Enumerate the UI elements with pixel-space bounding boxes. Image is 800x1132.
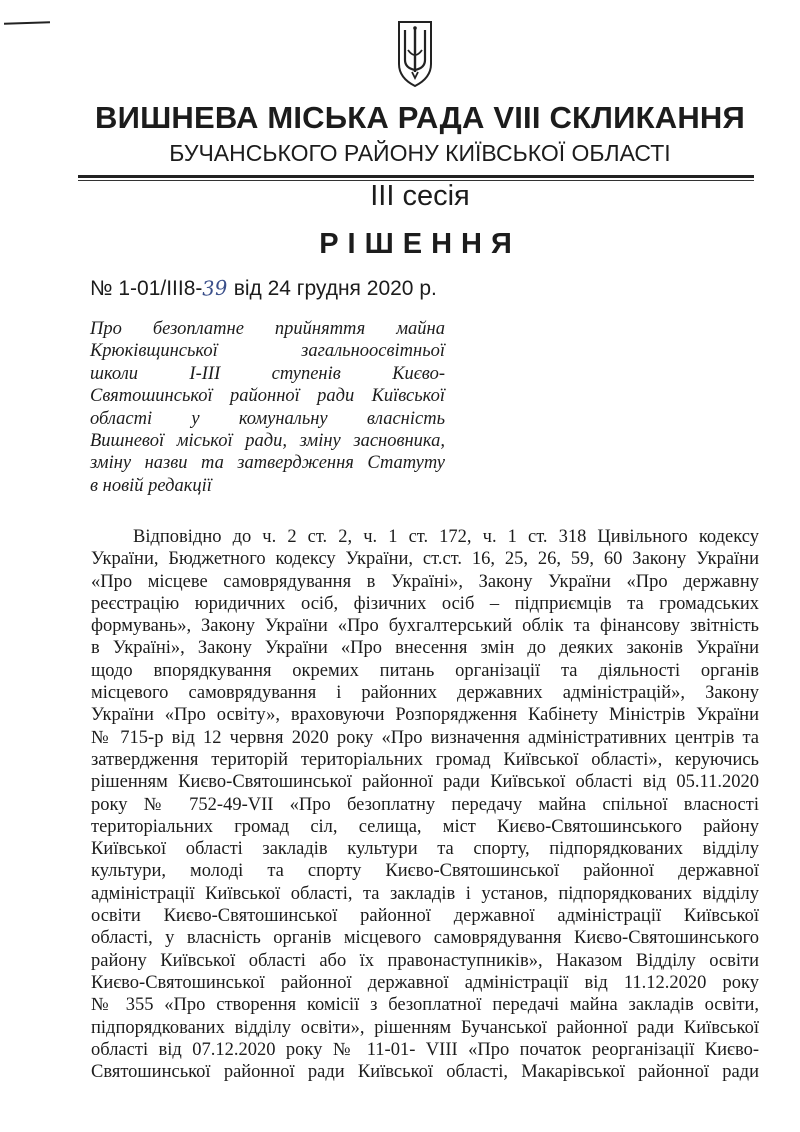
body-line: Київської області закладів культури та спорту, підпорядкованих відділу [91, 839, 759, 860]
session-label: ІІІ сесія [370, 180, 470, 212]
subject-line: Про безоплатне прийняття майна [90, 319, 445, 339]
body-line: Святошинської районної ради Київської області, Макарівської районної ради [91, 1062, 759, 1083]
body-line: «Про місцеве самоврядування в Україні», Закону України «Про державну [91, 571, 759, 592]
number-date: від 24 грудня 2020 р. [233, 277, 437, 300]
body-line: Відповідно до ч. 2 ст. 2, ч. 1 ст. 172, ч. 1 ст. 318 Цивільного кодексу [133, 527, 759, 547]
body-text [91, 526, 759, 1083]
number-prefix: № 1-01/III8- [90, 277, 203, 300]
body-line: області від 07.12.2020 року № 11-01- VIII «Про початок реорганізації Києво- [91, 1039, 759, 1060]
body-line: області, у власність органів місцевого самоврядування Києво-Святошинського [91, 928, 759, 949]
body-line: Києво-Святошинської районної державної адміністрації від 11.12.2020 року [91, 972, 759, 993]
body-line: України, Бюджетного кодексу України, ст.ст. 16, 25, 26, 59, 60 Закону України [91, 549, 759, 570]
pen-mark [4, 21, 50, 25]
document-type-title: РІШЕННЯ [319, 228, 521, 260]
subject-line: області у комунальну власність [90, 408, 445, 429]
subject-line: зміну назви та затвердження Статуту [90, 453, 445, 474]
body-line: місцевого самоврядування і районних державних адміністрацій», Закону [91, 683, 759, 704]
header-divider [78, 175, 754, 178]
body-line: адміністрації Київської області, та закладів і установ, підпорядкованих відділу [91, 883, 759, 904]
decision-subject [90, 318, 445, 497]
district-subtitle: БУЧАНСЬКОГО РАЙОНУ КИЇВСЬКОЇ ОБЛАСТІ [169, 140, 671, 166]
council-title: ВИШНЕВА МІСЬКА РАДА VIII СКЛИКАННЯ [95, 100, 745, 135]
subject-line: Вишневої міської ради, зміну засновника, [90, 431, 445, 452]
body-line: № 355 «Про створення комісії з безоплатної передачі майна закладів освіти, [91, 995, 759, 1016]
subject-line: школи І-ІІІ ступенів Києво- [90, 363, 445, 384]
body-line: рішенням Києво-Святошинської районної ради Київської області від 05.11.2020 [91, 772, 759, 793]
body-line: в Україні», Закону України «Про внесення змін до деяких законів України [91, 638, 759, 659]
body-line: освіти Києво-Святошинської районної державної адміністрації Київської [91, 906, 759, 927]
body-line: підпорядкованих відділу освіти», рішенням Бучанської районної ради Київської [91, 1017, 759, 1038]
subject-line: в новій редакції [90, 475, 212, 496]
trident-coat-of-arms-icon [396, 20, 434, 88]
body-line: формувань», Закону України «Про бухгалтерський облік та фінансову звітність [91, 616, 759, 637]
body-line: України «Про освіту», враховуючи Розпорядження Кабінету Міністрів України [91, 705, 759, 726]
decision-number [90, 276, 690, 301]
body-line: затвердження територій територіальних громад Київської області», керуючись [91, 749, 759, 770]
body-line: району Київської області або їх правонаступників», Наказом Відділу освіти [91, 950, 759, 971]
subject-line: Крюківщинської загальноосвітньої [90, 341, 445, 362]
handwritten-number: 39 [201, 275, 229, 301]
body-line: реєстрацію юридичних осіб, фізичних осіб – підприємців та громадських [91, 593, 759, 614]
body-line: культури, молоді та спорту Києво-Святошинської районної державної [91, 861, 759, 882]
body-line: № 715-р від 12 червня 2020 року «Про визначення адміністративних центрів та [91, 727, 759, 748]
body-line: територіальних громад сіл, селища, міст Києво-Святошинського району [91, 816, 759, 837]
body-line: року № 752-49-VII «Про безоплатну передачу майна спільної власності [91, 794, 759, 815]
subject-line: Святошинської районної ради Київської [90, 386, 445, 407]
body-line: щодо впорядкування окремих питань організації та діяльності органів [91, 660, 759, 681]
